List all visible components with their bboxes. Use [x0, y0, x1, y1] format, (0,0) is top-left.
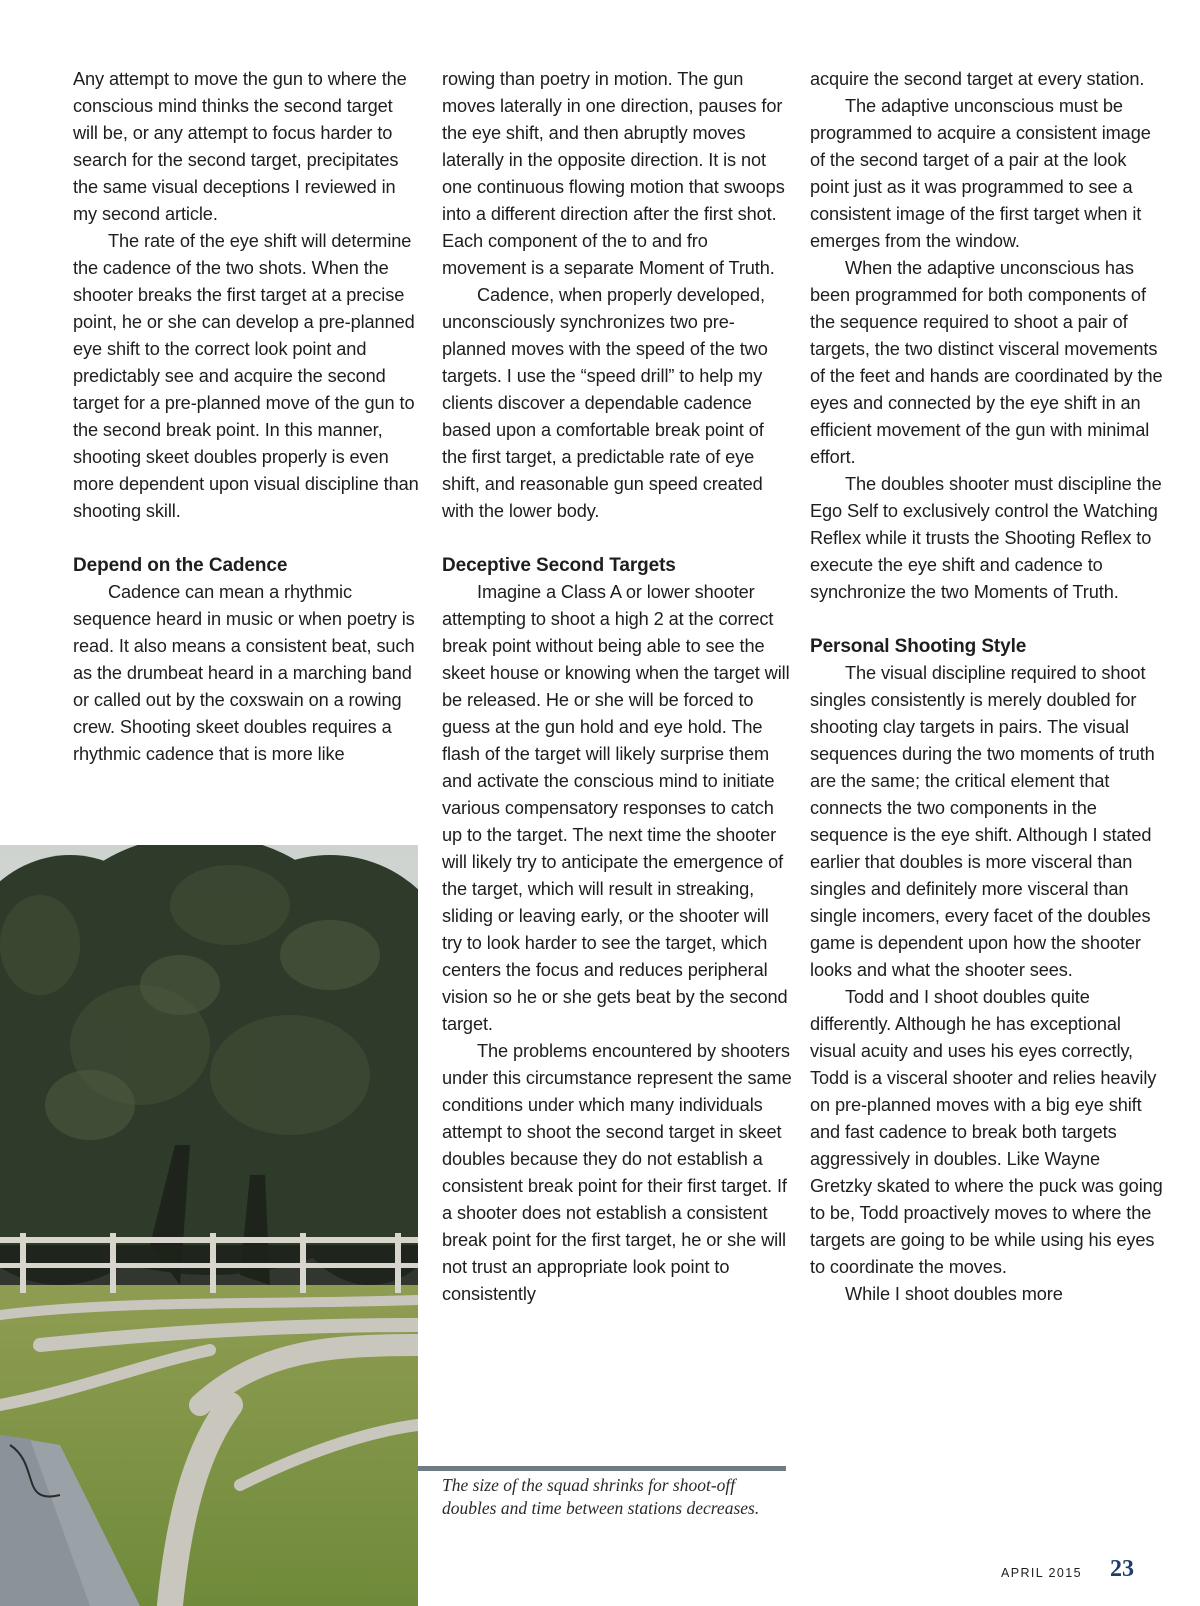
skeet-field-photo: [0, 845, 418, 1606]
article-column-2: [442, 66, 792, 1308]
body-paragraph: Todd and I shoot doubles quite differently. Although he has exceptional visual acuity and uses his eyes correctly, Todd is a visceral shooter and relies heavily on pre-planned moves with a big eye shift and fast cadence to break both targets aggressively in doubles. Like Wayne Gretzky skated to where the puck was going to be, Todd proactively moves to where the targets are going to be while using his eyes to coordinate the moves.: [810, 987, 1163, 1277]
issue-date: APRIL 2015: [1001, 1566, 1082, 1580]
caption-text: The size of the squad shrinks for shoot-off doubles and time between stations decreases.: [442, 1475, 760, 1518]
body-paragraph: Imagine a Class A or lower shooter attempting to shoot a high 2 at the correct break point without being able to see the skeet house or knowing when the target will be released. He or she will be forced to guess at the gun hold and eye hold. The flash of the target will likely surprise them and activate the conscious mind to initiate various compensatory responses to catch up to the target. The next time the shooter will likely try to anticipate the emergence of the target, which will result in streaking, sliding or leaving early, or the shooter will try to look harder to see the target, which centers the focus and reduces peripheral vision so he or she gets beat by the second target.: [442, 582, 790, 1034]
paragraph-gap: [442, 525, 792, 552]
article-column-3: [810, 66, 1165, 1308]
body-paragraph: Cadence, when properly developed, unconsciously synchronizes two pre-planned moves with the speed of the two targets. I use the “speed drill” to help my clients discover a dependable cadence based upon a comfortable break point of the first target, a predictable rate of eye shift, and reasonable gun speed created with the lower body.: [442, 285, 768, 521]
section-heading: Personal Shooting Style: [810, 636, 1027, 657]
body-paragraph: acquire the second target at every station.: [810, 69, 1145, 89]
body-paragraph: The adaptive unconscious must be programmed to acquire a consistent image of the second target of a pair at the look point just as it was programmed to see a consistent image of the first target when it emerges from the window.: [810, 96, 1151, 251]
body-paragraph: The visual discipline required to shoot singles consistently is merely doubled for shooting clay targets in pairs. The visual sequences during the two moments of truth are the same; the critical element that connects the two components in the sequence is the eye shift. Although I stated earlier that doubles is more visceral than singles and definitely more visceral than single incomers, every facet of the doubles game is dependent upon how the shooter looks and what the shooter sees.: [810, 663, 1155, 980]
section-heading: Depend on the Cadence: [73, 555, 288, 576]
section-heading: Deceptive Second Targets: [442, 555, 676, 576]
body-paragraph: Any attempt to move the gun to where the conscious mind thinks the second target will be, or any attempt to focus harder to search for the second target, precipitates the same visual deceptions I reviewed in my second article.: [73, 69, 407, 224]
photo-caption: [442, 1474, 782, 1520]
caption-rule: [418, 1466, 786, 1471]
body-paragraph: Cadence can mean a rhythmic sequence heard in music or when poetry is read. It also means a consistent beat, such as the drumbeat heard in a marching band or called out by the coxswain on a rowing crew. Shooting skeet doubles requires a rhythmic cadence that is more like: [73, 582, 415, 764]
body-paragraph: rowing than poetry in motion. The gun moves laterally in one direction, pauses for the eye shift, and then abruptly moves laterally in the opposite direction. It is not one continuous flowing motion that swoops into a different direction after the first shot. Each component of the to and fro movement is a separate Moment of Truth.: [442, 69, 785, 278]
article-column-1: [73, 66, 421, 768]
body-paragraph: When the adaptive unconscious has been programmed for both components of the sequence required to shoot a pair of targets, the two distinct visceral movements of the feet and hands are coordinated by the eyes and connected by the eye shift in an efficient movement of the gun with minimal effort.: [810, 258, 1163, 467]
body-paragraph: While I shoot doubles more: [845, 1284, 1063, 1304]
body-paragraph: The problems encountered by shooters under this circumstance represent the same conditions under which many individuals attempt to shoot the second target in skeet doubles because they do not establish a consistent break point for their first target. If a shooter does not establish a consistent break point for the first target, he or she will not trust an appropriate look point to consistently: [442, 1041, 792, 1304]
page-number: 23: [1110, 1556, 1134, 1582]
body-paragraph: The rate of the eye shift will determine the cadence of the two shots. When the shooter breaks the first target at a precise point, he or she can develop a pre-planned eye shift to the correct look point and predictably see and acquire the second target for a pre-planned move of the gun to the second break point. In this manner, shooting skeet doubles properly is even more dependent upon visual discipline than shooting skill.: [73, 231, 419, 521]
paragraph-gap: [73, 525, 421, 552]
paragraph-gap: [810, 606, 1165, 633]
body-paragraph: The doubles shooter must discipline the Ego Self to exclusively control the Watching Reflex while it trusts the Shooting Reflex to execute the eye shift and cadence to synchronize the two Moments of Truth.: [810, 474, 1162, 602]
